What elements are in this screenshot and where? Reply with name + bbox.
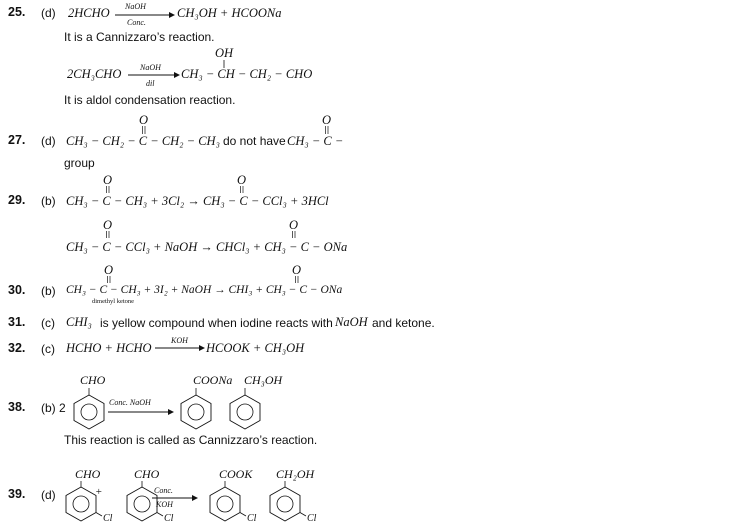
q38-cho-label: CHO — [80, 373, 106, 387]
q25-eq2-reactant: 2CH₃CHO — [67, 67, 122, 81]
option-label-25: (d) — [41, 6, 56, 20]
q39-cl-3: Cl — [247, 513, 257, 524]
q39-cl-2: Cl — [164, 513, 174, 524]
double-bond-icon — [239, 186, 245, 193]
q31-naoh: NaOH — [335, 315, 368, 329]
double-bond-icon — [291, 231, 297, 238]
q25-eq2-reagent: NaOH — [140, 63, 161, 72]
q32-reactants: HCHO + HCHO — [66, 341, 152, 355]
question-number-39: 39. — [8, 487, 26, 501]
q27-oxygen-1: O — [139, 113, 149, 127]
q32-products: HCOOK + CH₃OH — [206, 341, 305, 355]
reaction-arrow-icon — [108, 409, 174, 415]
q25-eq2-arrow — [128, 63, 180, 87]
q39-ch2oh-label: CH₂OH — [276, 467, 315, 481]
reaction-arrow-icon — [128, 71, 180, 79]
option-label-29: (b) — [41, 194, 56, 208]
q25-note-1: It is a Cannizzaro’s reaction. — [64, 30, 215, 44]
q30-oxygen-2: O — [292, 263, 302, 277]
q39-cl-4: Cl — [307, 513, 317, 524]
q29-r1-oxygen-1: O — [103, 173, 113, 187]
benzaldehyde-ring-icon — [74, 388, 104, 429]
option-label-38: (b) 2 — [41, 401, 66, 415]
option-label-39: (d) — [41, 488, 56, 502]
q27-formula: CH₃ − CH₂ − C − CH₂ − CH₃ — [66, 134, 220, 148]
q29-r1-oxygen-2: O — [237, 173, 247, 187]
double-bond-icon — [324, 126, 330, 134]
q39-plus: + — [95, 486, 103, 498]
benzyl-alcohol-ring-icon — [230, 388, 260, 429]
q39-cho-label-1: CHO — [75, 467, 101, 481]
q39-cook-label: COOK — [219, 467, 253, 481]
q32-arrow — [155, 336, 205, 352]
potassium-chlorobenzoate-ring-icon — [210, 481, 246, 521]
q39-reagent-koh: KOH — [156, 500, 173, 509]
q38-reagent: Conc. NaOH — [109, 398, 151, 407]
question-number-29: 29. — [8, 193, 26, 207]
double-bond-icon — [105, 231, 111, 238]
q38-coona-label: COONa — [193, 373, 233, 387]
option-label-31: (c) — [41, 316, 55, 330]
q27-text: do not have — [223, 134, 286, 148]
q27-group-word: group — [64, 156, 95, 170]
q31-chi3: CHI₃ — [66, 315, 92, 329]
chlorobenzyl-alcohol-ring-icon — [270, 481, 306, 521]
q29-r2-oxygen-1: O — [103, 218, 113, 232]
q25-eq1-reactant: 2HCHO — [68, 6, 110, 20]
q38-ch3oh-label: CH₃OH — [244, 373, 283, 387]
double-bond-icon — [105, 186, 111, 193]
q25-eq2-oh-label: OH — [215, 46, 234, 60]
option-label-30: (b) — [41, 284, 56, 298]
question-number-25: 25. — [8, 5, 26, 19]
double-bond-icon — [106, 276, 112, 283]
q25-eq1-products: CH₃OH + HCOONa — [177, 6, 282, 20]
q30-dimethyl-ketone-label: dimethyl ketone — [92, 298, 135, 305]
q38-structures — [64, 388, 274, 432]
q29-reaction-2: CH₃ − C − CCl₃ + NaOH → CHCl₃ + CH₃ − C − ONa — [66, 240, 348, 254]
q25-eq1-reagent: NaOH — [125, 2, 146, 11]
option-label-32: (c) — [41, 342, 55, 356]
q25-note-2: It is aldol condensation reaction. — [64, 93, 236, 107]
q32-reagent: KOH — [171, 336, 188, 345]
q39-reagent-conc: Conc. — [154, 486, 173, 495]
q31-text-2: and ketone. — [372, 316, 435, 330]
q25-eq2-condition: dil — [146, 79, 155, 88]
question-number-30: 30. — [8, 283, 26, 297]
q25-eq1-condition: Conc. — [127, 18, 146, 27]
question-number-38: 38. — [8, 400, 26, 414]
q30-reaction: CH₃ − C − CH₃ + 3I₂ + NaOH → CHI₃ + CH₃ − C − ONa — [66, 284, 343, 296]
reaction-arrow-icon — [155, 344, 205, 352]
option-label-27: (d) — [41, 134, 56, 148]
double-bond-icon — [294, 276, 300, 283]
q27-group-formula: CH₃ − C − — [287, 134, 344, 148]
double-bond-icon — [141, 126, 147, 134]
q38-note: This reaction is called as Cannizzaro’s reaction. — [64, 433, 318, 447]
question-number-31: 31. — [8, 315, 26, 329]
q29-r2-oxygen-2: O — [289, 218, 299, 232]
q39-cho-label-2: CHO — [134, 467, 160, 481]
q25-eq1-arrow — [115, 2, 175, 26]
q39-cl-1: Cl — [103, 513, 113, 524]
question-number-32: 32. — [8, 341, 26, 355]
q25-eq2-products: CH₃ − CH − CH₂ − CHO — [181, 67, 313, 81]
q29-reaction-1: CH₃ − C − CH₃ + 3Cl₂ → CH₃ − C − CCl₃ + 3HCl — [66, 194, 329, 208]
question-number-27: 27. — [8, 133, 26, 147]
sodium-benzoate-ring-icon — [181, 388, 211, 429]
q31-text-1: is yellow compound when iodine reacts with — [100, 316, 333, 330]
q27-oxygen-2: O — [322, 113, 332, 127]
q30-oxygen-1: O — [104, 263, 114, 277]
